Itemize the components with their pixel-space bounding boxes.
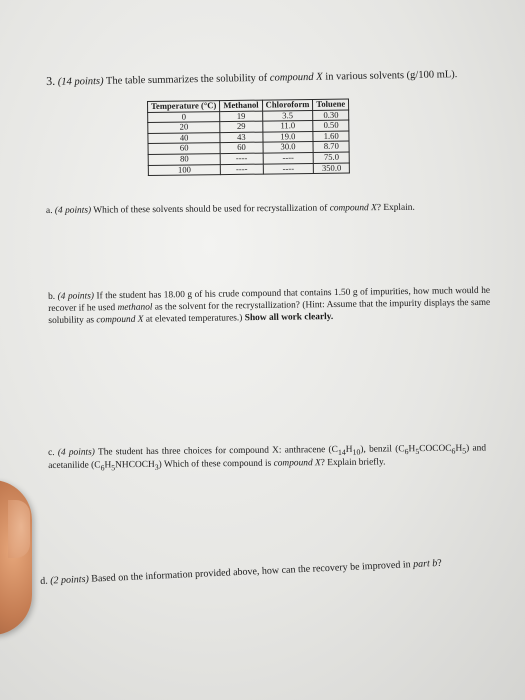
subscript: 6 bbox=[100, 462, 105, 472]
subscript: 5 bbox=[111, 462, 116, 472]
solvent-name: methanol bbox=[117, 302, 153, 313]
table-row bbox=[148, 163, 349, 176]
subscript: 10 bbox=[352, 447, 361, 457]
table-cell: 19 bbox=[220, 111, 262, 122]
question-label: c. bbox=[48, 447, 55, 458]
table-cell: ---- bbox=[263, 163, 314, 174]
table-cell: ---- bbox=[221, 164, 263, 175]
formula-text: H bbox=[345, 444, 353, 455]
subscript: 6 bbox=[451, 446, 456, 456]
question-points: (4 points) bbox=[57, 291, 95, 302]
question-text: The student has three choices for compound X: anthracene (C bbox=[94, 444, 338, 458]
question-points: (2 points) bbox=[49, 573, 90, 587]
compound-name: compound X bbox=[96, 314, 144, 325]
solubility-table bbox=[147, 99, 350, 177]
compound-name: compound X bbox=[273, 457, 321, 469]
table-cell: 43 bbox=[220, 132, 262, 143]
table-cell: 30.0 bbox=[263, 142, 314, 153]
question-a bbox=[46, 202, 506, 218]
question-text: Which of these solvents should be used for recrystallization of bbox=[91, 203, 330, 216]
formula-text: H bbox=[408, 444, 416, 455]
question-text-end: ? bbox=[436, 557, 442, 569]
table-cell: 20 bbox=[148, 122, 220, 133]
table-cell: ---- bbox=[220, 153, 262, 164]
table-cell: 80 bbox=[148, 154, 220, 165]
subscript: 5 bbox=[415, 446, 420, 457]
question-text-end: ? Explain. bbox=[376, 202, 415, 214]
table-cell: 0.30 bbox=[313, 110, 349, 121]
table-cell: 60 bbox=[220, 142, 262, 153]
table-cell: 1.60 bbox=[313, 131, 349, 142]
table-cell: 60 bbox=[148, 143, 220, 154]
question-label: d. bbox=[40, 575, 48, 587]
question-label: b. bbox=[48, 291, 56, 302]
question-text: Based on the information provided above, how can the recovery be improved in bbox=[88, 559, 414, 585]
table-cell: ---- bbox=[263, 152, 314, 163]
question-text: ) Which of these compound is bbox=[158, 458, 274, 470]
question-b bbox=[48, 286, 490, 327]
subscript: 14 bbox=[337, 447, 346, 457]
thumb-nail bbox=[8, 500, 30, 558]
table-cell: 29 bbox=[220, 121, 262, 132]
table-cell: 75.0 bbox=[313, 152, 349, 163]
question-c bbox=[48, 443, 486, 473]
question-text-end: in various solvents (g/100 mL). bbox=[322, 69, 458, 83]
part-reference: part b bbox=[412, 557, 438, 571]
table-cell: 19.0 bbox=[262, 131, 313, 142]
subscript: 3 bbox=[154, 462, 159, 472]
instruction-bold: Show all work clearly. bbox=[244, 311, 334, 323]
header-toluene: Toluene bbox=[313, 99, 349, 110]
formula-text: COCOC bbox=[419, 443, 452, 455]
table-cell: 40 bbox=[148, 132, 220, 143]
question-text: ), benzil (C bbox=[360, 444, 405, 455]
table-cell: 350.0 bbox=[314, 163, 350, 174]
question-text: at elevated temperatures.) bbox=[143, 312, 245, 325]
question-text-end: ? Explain briefly. bbox=[320, 457, 386, 468]
question-points: (14 points) bbox=[57, 75, 104, 88]
question-points: (4 points) bbox=[57, 447, 95, 458]
table-cell: 0 bbox=[148, 111, 220, 122]
table-cell: 3.5 bbox=[262, 110, 313, 121]
question-text: The table summarizes the solubility of bbox=[103, 72, 270, 87]
question-text: ) and acetanilide (C bbox=[48, 443, 487, 471]
compound-name: compound X bbox=[329, 203, 377, 214]
subscript: 5 bbox=[462, 446, 467, 456]
header-methanol: Methanol bbox=[220, 100, 262, 111]
table-cell: 11.0 bbox=[262, 121, 313, 132]
subscript: 6 bbox=[404, 447, 409, 457]
formula-text: NHCOCH bbox=[115, 459, 155, 470]
question-d bbox=[40, 555, 500, 588]
compound-name: compound X bbox=[269, 71, 323, 84]
header-chloroform: Chloroform bbox=[262, 99, 313, 110]
table-cell: 0.50 bbox=[313, 120, 349, 131]
question-3-intro bbox=[46, 65, 516, 89]
table-cell: 8.70 bbox=[313, 141, 349, 152]
header-temperature: Temperature (°C) bbox=[148, 101, 220, 112]
question-text: as the solvent for the recrystallization? (Hint: Assume that the impurity displays the same solubility as bbox=[48, 297, 491, 326]
formula-text: H bbox=[104, 459, 112, 471]
question-label: a. bbox=[46, 205, 53, 216]
formula-text: H bbox=[455, 443, 463, 454]
question-text: If the student has 18.00 g of his crude compound that contains 1.50 g of impurities, how much would he recover if he used bbox=[48, 285, 491, 314]
question-number: 3. bbox=[46, 73, 56, 88]
solubility-table-container bbox=[147, 99, 350, 177]
table-cell: 100 bbox=[148, 164, 220, 175]
question-points: (4 points) bbox=[54, 205, 92, 216]
